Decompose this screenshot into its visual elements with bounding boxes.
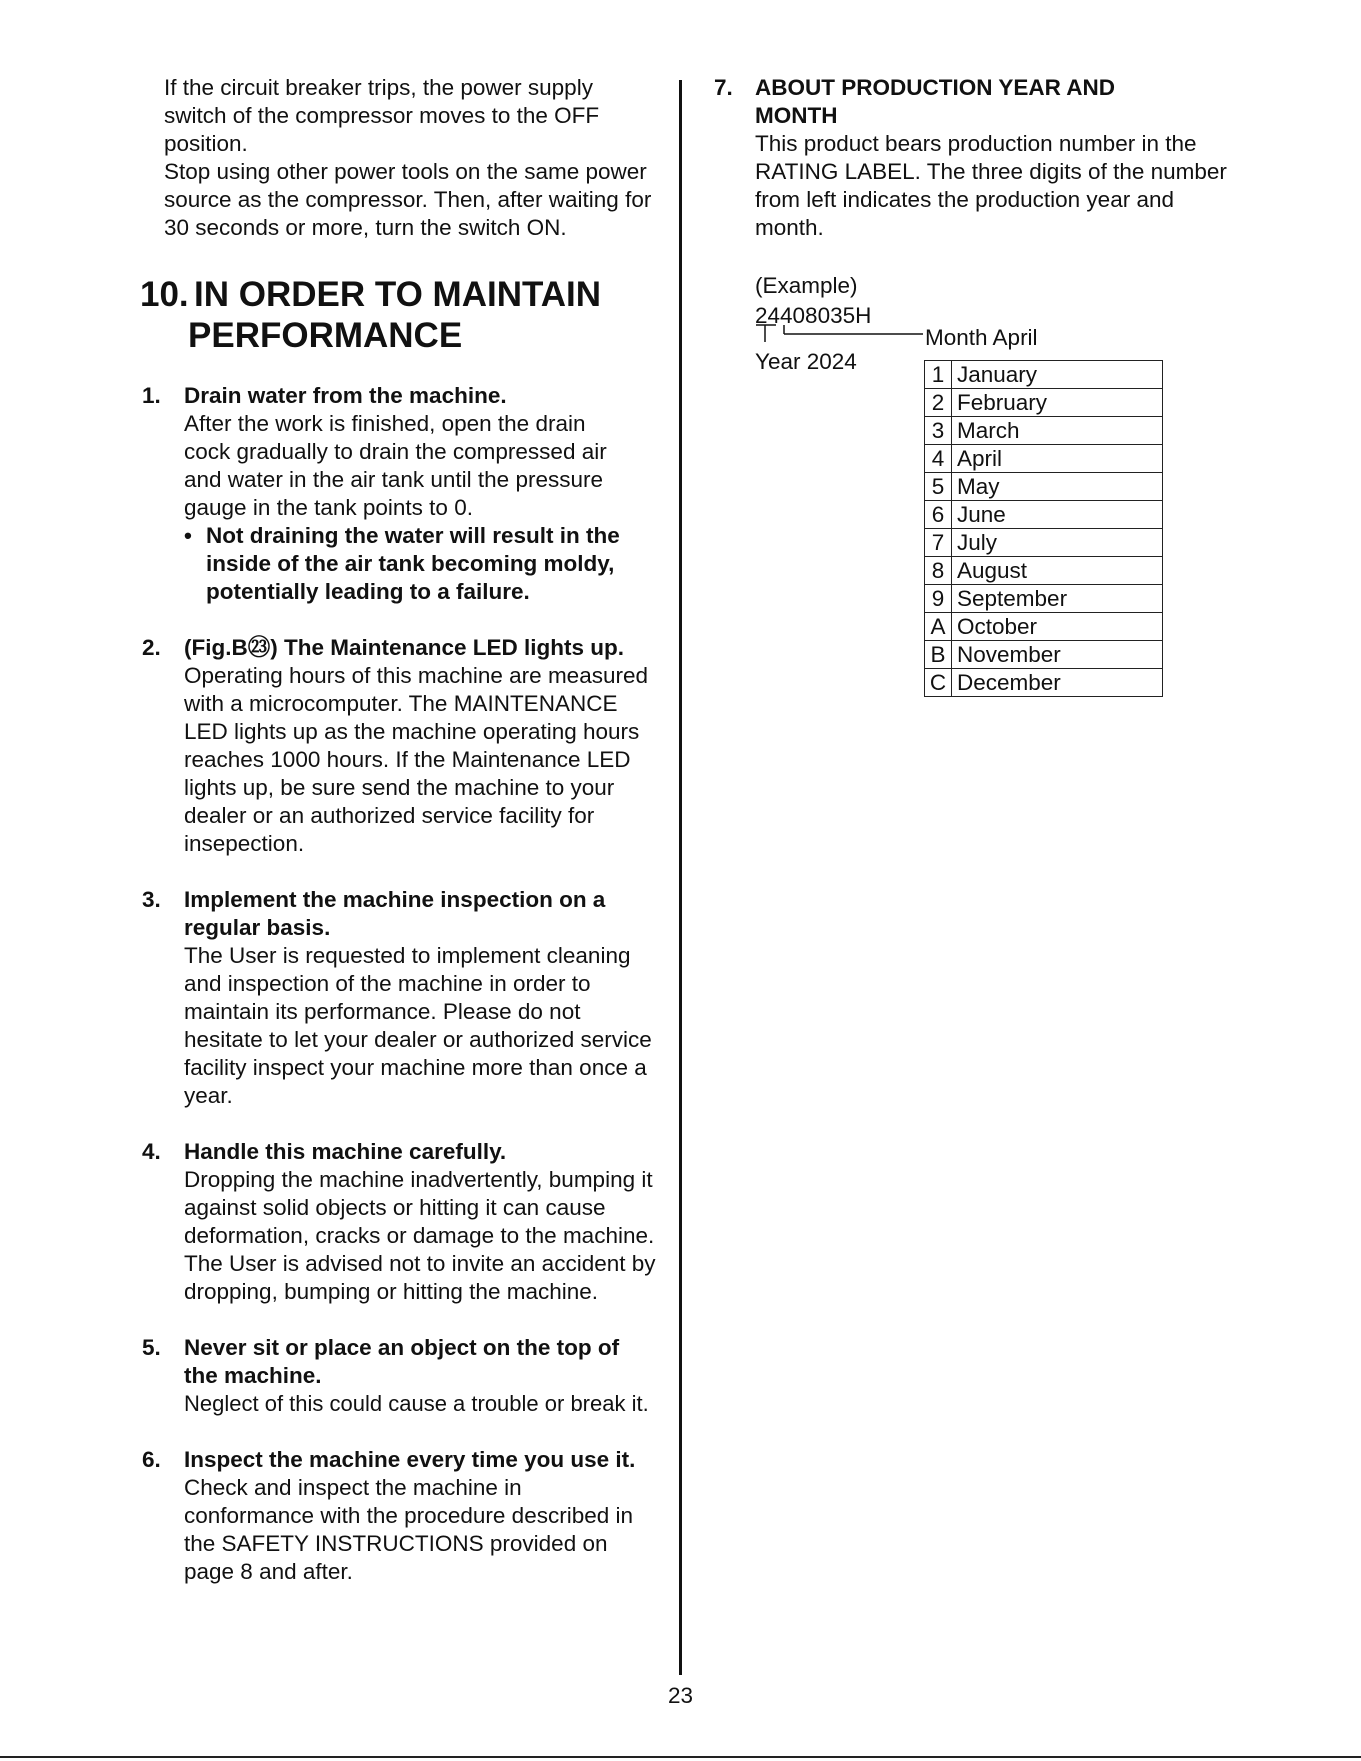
- production-heading: ABOUT PRODUCTION YEAR AND MONTH: [755, 75, 1116, 128]
- month-code-cell: 5: [925, 473, 952, 501]
- right-column: [712, 74, 1332, 242]
- example-code: 24408035H: [755, 303, 872, 328]
- month-name-cell: July: [952, 529, 1163, 557]
- month-code-cell: 6: [925, 501, 952, 529]
- month-name-cell: October: [952, 613, 1163, 641]
- table-row: [925, 669, 1163, 697]
- month-name-cell: August: [952, 557, 1163, 585]
- item-body: Check and inspect the machine in conformance with the procedure described in the SAFETY INSTRUCTIONS provided on page 8 and after.: [184, 1475, 634, 1584]
- month-code-cell: C: [925, 669, 952, 697]
- table-row: [925, 501, 1163, 529]
- table-row: [925, 557, 1163, 585]
- list-item: [140, 1138, 660, 1306]
- list-item: [140, 1334, 660, 1418]
- item-body: Dropping the machine inadvertently, bumping it against solid objects or hitting it can cause deformation, cracks or damage to the machine. The User is advised not to invite an accident by dropping, bumping or hitting the machine.: [184, 1167, 656, 1304]
- table-row: [925, 613, 1163, 641]
- month-code-cell: A: [925, 613, 952, 641]
- month-name-cell: September: [952, 585, 1163, 613]
- month-name-cell: May: [952, 473, 1163, 501]
- list-item: [140, 886, 660, 1110]
- item-heading: (Fig.B㉓) The Maintenance LED lights up.: [184, 635, 625, 660]
- table-row: [925, 389, 1163, 417]
- month-name-cell: February: [952, 389, 1163, 417]
- item-heading: Drain water from the machine.: [184, 383, 507, 408]
- item-number: 1.: [142, 383, 161, 408]
- table-row: [925, 445, 1163, 473]
- month-code-cell: 9: [925, 585, 952, 613]
- production-section: [712, 74, 1332, 242]
- item-heading: Handle this machine carefully.: [184, 1139, 507, 1164]
- table-row: [925, 473, 1163, 501]
- month-code-cell: 1: [925, 361, 952, 389]
- table-row: [925, 641, 1163, 669]
- bullet-dot-icon: •: [184, 523, 192, 548]
- item-heading: Never sit or place an object on the top of the machine.: [184, 1335, 620, 1388]
- item-body: Neglect of this could cause a trouble or break it.: [184, 1391, 649, 1416]
- section-number: 10.: [140, 275, 189, 314]
- list-item: [140, 634, 660, 858]
- column-divider: [679, 80, 682, 1675]
- item-number: 3.: [142, 887, 161, 912]
- month-name-cell: December: [952, 669, 1163, 697]
- table-row: [925, 529, 1163, 557]
- table-row: [925, 585, 1163, 613]
- month-code-table: [924, 360, 1163, 697]
- month-code-cell: 3: [925, 417, 952, 445]
- month-code-cell: 2: [925, 389, 952, 417]
- list-item: [140, 382, 660, 606]
- intro-paragraph-1: If the circuit breaker trips, the power supply switch of the compressor moves to the OFF position.: [164, 75, 600, 156]
- item-number: 6.: [142, 1447, 161, 1472]
- item-body: The User is requested to implement cleaning and inspection of the machine in order to maintain its performance. Please do not hesitate to let your dealer or authorized service facility inspect your machine more than once a year.: [184, 943, 652, 1108]
- item-number: 2.: [142, 635, 161, 660]
- month-code-cell: B: [925, 641, 952, 669]
- left-column: [140, 74, 660, 1614]
- table-row: [925, 361, 1163, 389]
- month-code-cell: 4: [925, 445, 952, 473]
- bullet-text: Not draining the water will result in the inside of the air tank becoming moldy, potentially leading to a failure.: [206, 523, 620, 604]
- table-row: [925, 417, 1163, 445]
- month-code-cell: 8: [925, 557, 952, 585]
- item-heading: Inspect the machine every time you use it.: [184, 1447, 636, 1472]
- page-number: 23: [667, 1683, 694, 1708]
- month-name-cell: January: [952, 361, 1163, 389]
- item-number: 7.: [714, 75, 733, 100]
- year-label: Year 2024: [755, 349, 857, 374]
- example-label: (Example): [755, 273, 858, 298]
- month-code-cell: 7: [925, 529, 952, 557]
- month-name-cell: June: [952, 501, 1163, 529]
- intro-paragraph-2: Stop using other power tools on the same power source as the compressor. Then, after waiting for 30 seconds or more, turn the switch ON.: [164, 159, 652, 240]
- item-heading: Implement the machine inspection on a regular basis.: [184, 887, 606, 940]
- bottom-rule: [0, 1756, 1361, 1758]
- production-body: This product bears production number in the RATING LABEL. The three digits of the number from left indicates the production year and month.: [755, 131, 1227, 240]
- item-number: 4.: [142, 1139, 161, 1164]
- section-title: [140, 274, 660, 356]
- list-item: [140, 1446, 660, 1586]
- month-name-cell: March: [952, 417, 1163, 445]
- month-name-cell: November: [952, 641, 1163, 669]
- item-number: 5.: [142, 1335, 161, 1360]
- section-title-line-2: PERFORMANCE: [188, 316, 463, 355]
- item-body: Operating hours of this machine are measured with a microcomputer. The MAINTENANCE LED lights up as the machine operating hours reaches 1000 hours. If the Maintenance LED lights up, be sure send the machine to your dealer or an authorized service facility for insepection.: [184, 663, 648, 856]
- month-name-cell: April: [952, 445, 1163, 473]
- production-example: [755, 272, 1295, 752]
- item-body: After the work is finished, open the drain cock gradually to drain the compressed air and water in the air tank until the pressure gauge in the tank points to 0.: [184, 411, 607, 520]
- section-title-line-1: IN ORDER TO MAINTAIN: [194, 275, 602, 314]
- month-label: Month April: [925, 325, 1038, 350]
- warning-bullet: [184, 522, 660, 606]
